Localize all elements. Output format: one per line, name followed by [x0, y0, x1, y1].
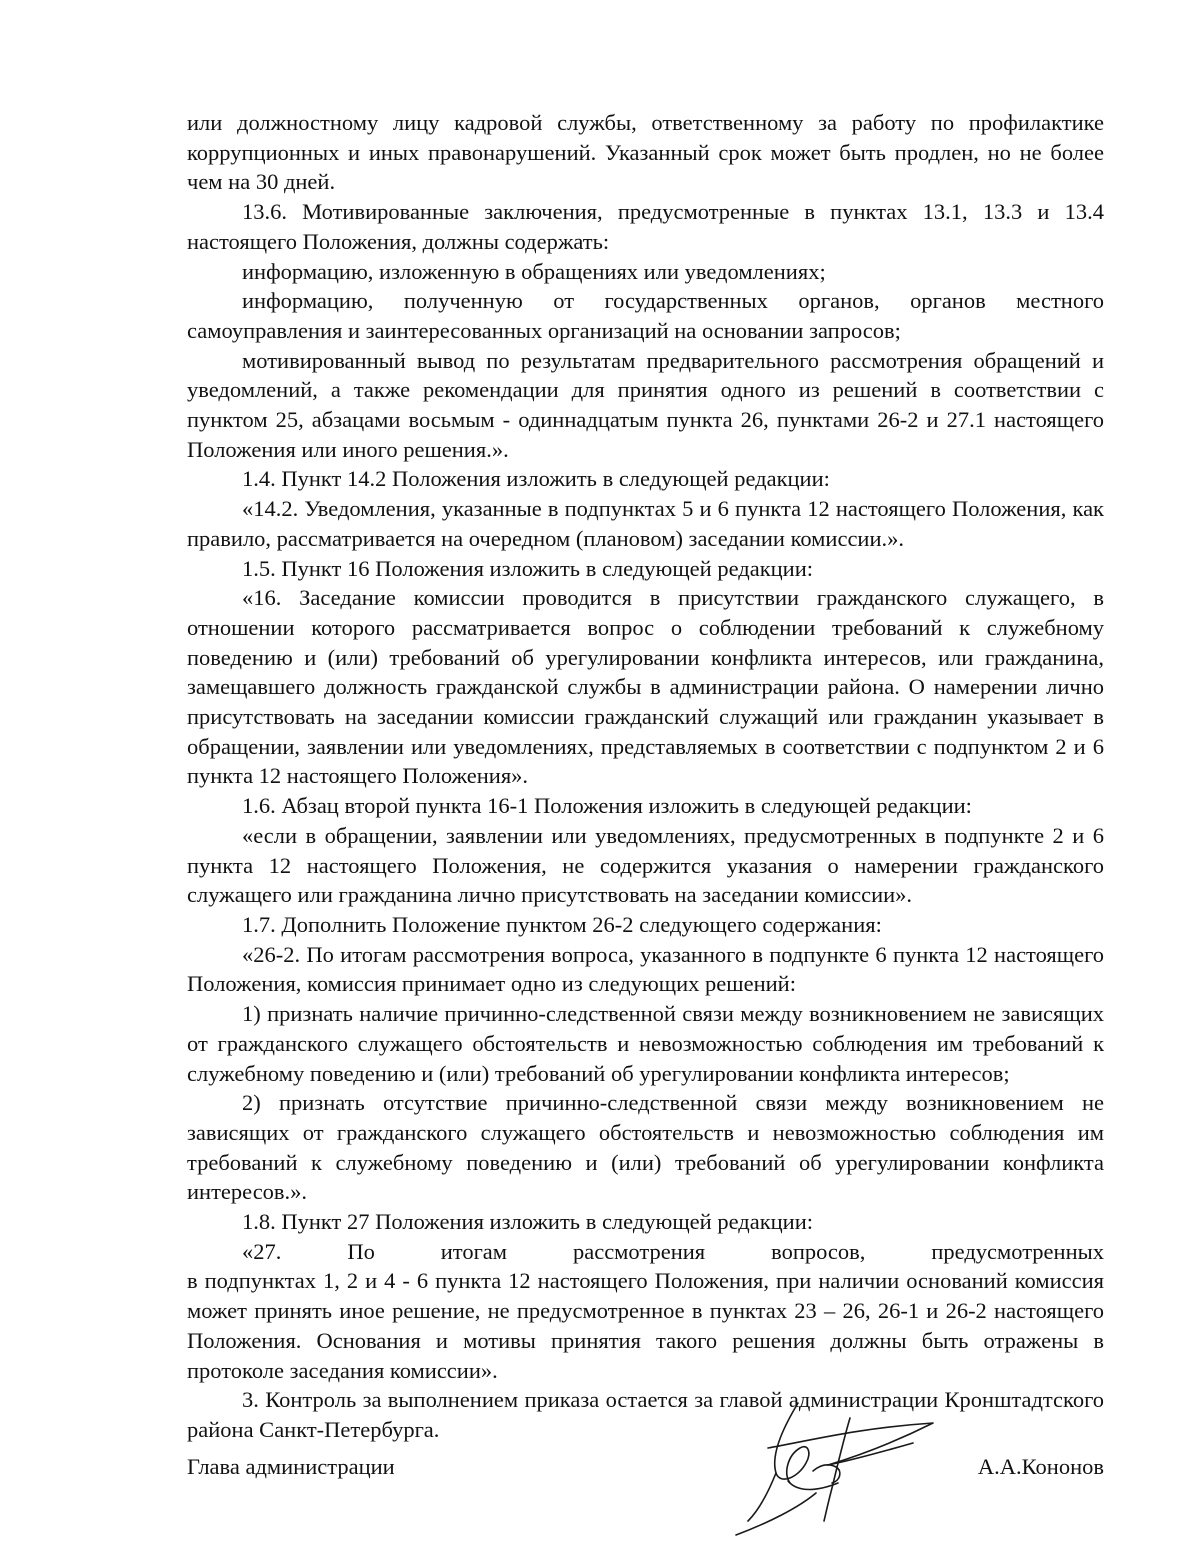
paragraph-1-8: 1.8. Пункт 27 Положения изложить в следующей редакции: — [242, 1209, 814, 1235]
paragraph-info-1: информацию, изложенную в обращениях или уведомлениях; — [242, 258, 826, 284]
paragraph-13-6: 13.6. Мотивированные заключения, предусмотренные в пунктах 13.1, 13.3 и 13.4 настоящего Положения, должны содержать: — [187, 199, 1104, 254]
document-body — [187, 108, 1104, 1445]
paragraph-27: в подпунктах 1, 2 и 4 - 6 пункта 12 настоящего Положения, при наличии оснований комиссия может принять иное решение, не предусмотренное в пунктах 23 – 26, 26-1 и 26-2 настоящего Положения. Основания и мотивы принятия такого решения должны быть отражены в протоколе заседания комиссии». — [187, 1268, 1104, 1383]
paragraph-16-1: «если в обращении, заявлении или уведомлениях, предусмотренных в подпункте 2 и 6 пункта 12 настоящего Положения, не содержится указания о намерении гражданского служащего или гражданина лично присутствовать на заседании комиссии». — [187, 822, 1104, 908]
signer-name: А.А.Кононов — [977, 1454, 1104, 1479]
handwritten-signature — [728, 1393, 943, 1543]
paragraph-1-4: 1.4. Пункт 14.2 Положения изложить в следующей редакции: — [242, 466, 830, 492]
paragraph-16: «16. Заседание комиссии проводится в присутствии гражданского служащего, в отношении которого рассматривается вопрос о соблюдении требований к служебному поведению и (или) требований об урегулировании конфликта интересов, или гражданина, замещавшего должность гражданской службы в администрации района. О намерении лично присутствовать на заседании комиссии гражданский служащий или гражданин указывает в обращении, заявлении или уведомлениях, представляемых в соответствии с подпунктом 2 и 6 пункта 12 настоящего Положения». — [187, 585, 1104, 789]
paragraph-26-2: «26-2. По итогам рассмотрения вопроса, указанного в подпункте 6 пункта 12 настоящего Положения, комиссия принимает одно из следующих решений: — [187, 941, 1104, 997]
signer-position: Глава администрации — [187, 1454, 395, 1479]
paragraph-26-2-item-2: 2) признать отсутствие причинно-следственной связи между возникновением не зависящих от гражданского служащего обстоятельств и невозможностью соблюдения им требований к служебному поведению и (или) требований об урегулировании конфликта интересов.». — [187, 1090, 1104, 1205]
paragraph-info-2: информацию, полученную от государственных органов, органов местного самоуправления и заинтересованных организаций на основании запросов; — [187, 288, 1104, 343]
paragraph-1-6: 1.6. Абзац второй пункта 16-1 Положения изложить в следующей редакции: — [242, 793, 972, 819]
paragraph-26-2-item-1: 1) признать наличие причинно-следственной связи между возникновением не зависящих от гражданского служащего обстоятельств и невозможностью соблюдения им требований к служебному поведению и (или) требований об урегулировании конфликта интересов; — [187, 1001, 1104, 1086]
paragraph-continuation: или должностному лицу кадровой службы, ответственному за работу по профилактике коррупционных и иных правонарушений. Указанный срок может быть продлен, но не более чем на 30 дней. — [187, 110, 1104, 195]
paragraph-conclusion: мотивированный вывод по результатам предварительного рассмотрения обращений и уведомлений, а также рекомендации для принятия одного из решений в соответствии с пунктом 25, абзацами восьмым - одиннадцатым пункта 26, пунктами 26-2 и 27.1 настоящего Положения или иного решения.». — [187, 347, 1104, 462]
paragraph-3: 3. Контроль за выполнением приказа остается за главой администрации Кронштадтского района Санкт-Петербурга. — [187, 1387, 1104, 1442]
paragraph-14-2: «14.2. Уведомления, указанные в подпунктах 5 и 6 пункта 12 настоящего Положения, как правило, рассматривается на очередном (плановом) заседании комиссии.». — [187, 496, 1104, 551]
paragraph-27-first-line: «27. По итогам рассмотрения вопросов, предусмотренных — [242, 1238, 1104, 1264]
paragraph-1-7: 1.7. Дополнить Положение пунктом 26-2 следующего содержания: — [242, 911, 882, 937]
paragraph-1-5: 1.5. Пункт 16 Положения изложить в следующей редакции: — [242, 555, 814, 581]
